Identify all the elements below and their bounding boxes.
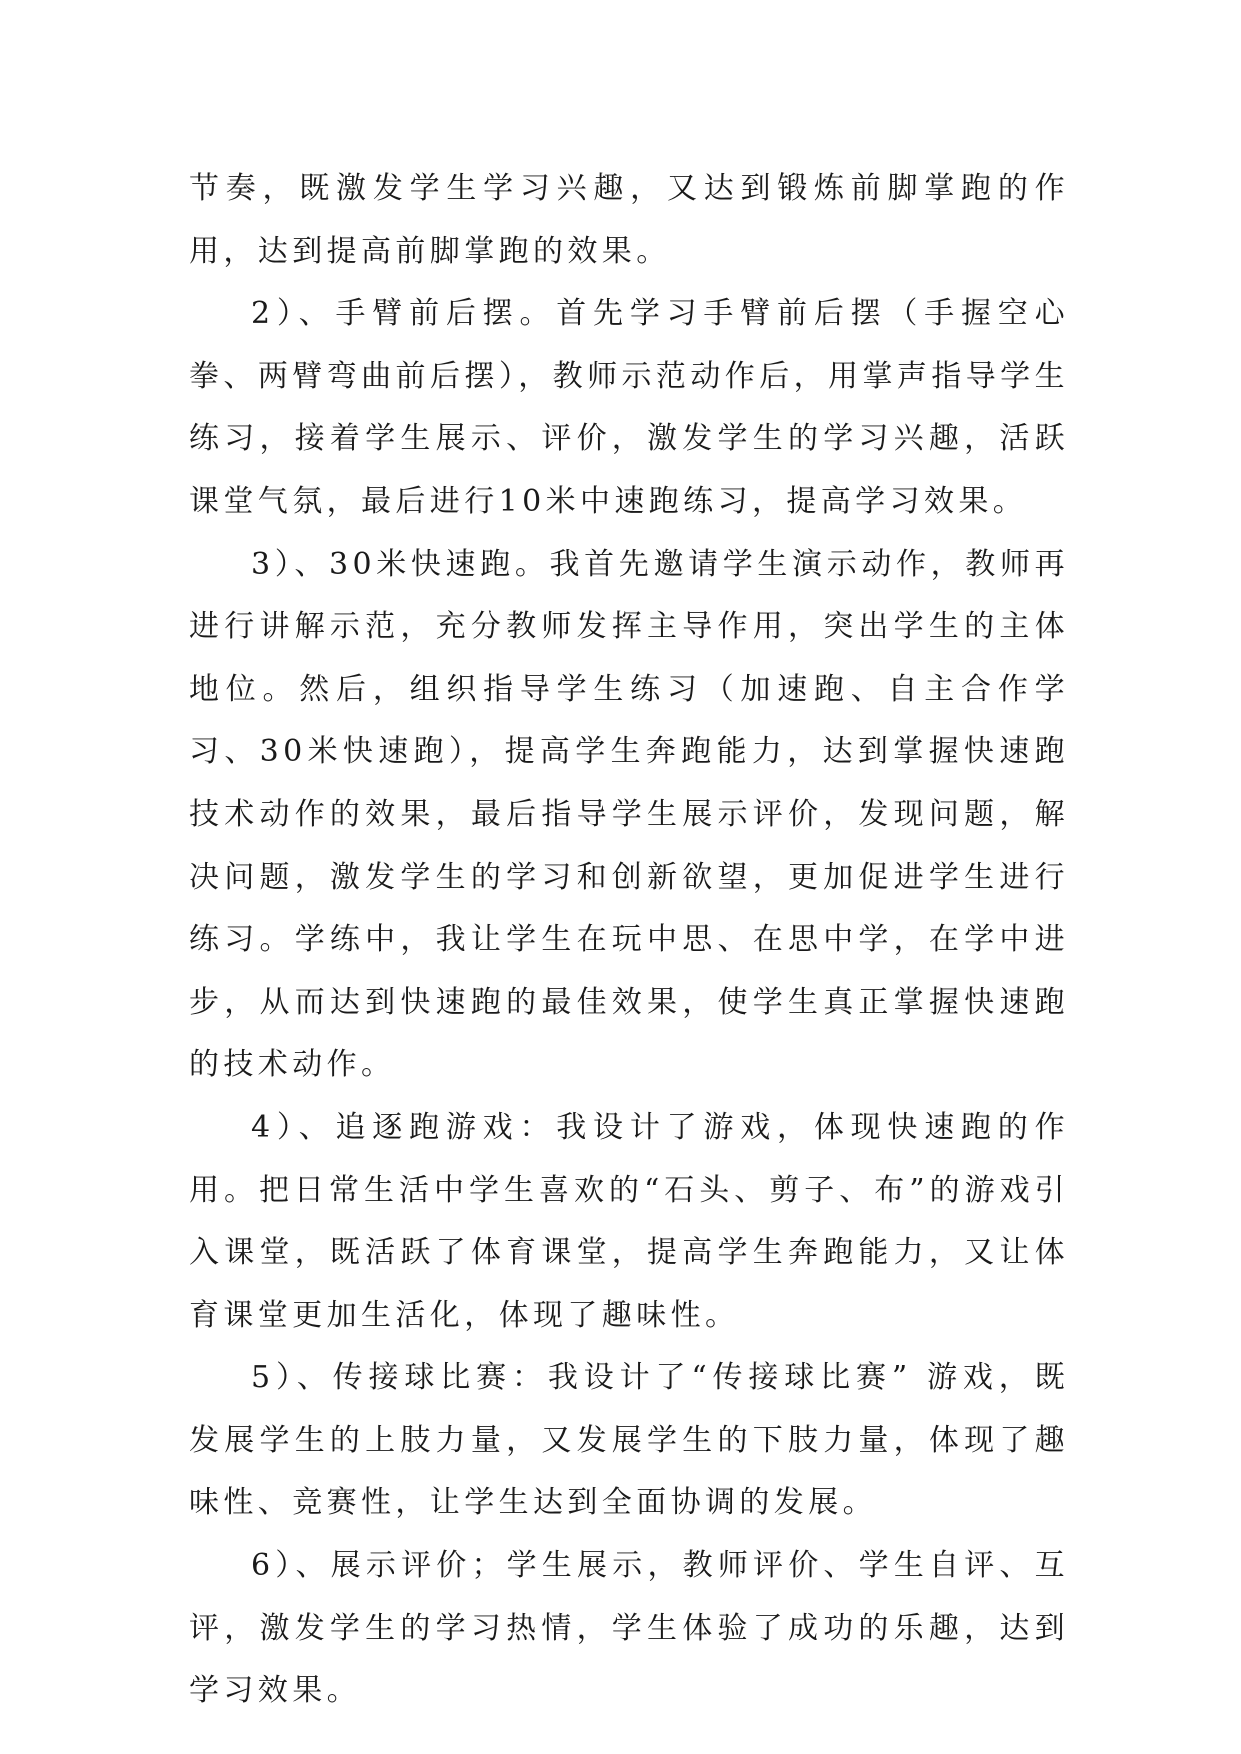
paragraph-arm-swing: 2）、手臂前后摆。首先学习手臂前后摆（手握空心拳、两臂弯曲前后摆），教师示范动作后，用掌声指导学生练习，接着学生展示、评价，激发学生的学习兴趣，活跃课堂气氛，最后进行10米中速跑练习，提高学习效果。: [189, 296, 1069, 519]
paragraph-ball-passing: 5）、传接球比赛：我设计了“传接球比赛” 游戏，既发展学生的上肢力量，又发展学生的下肢力量，体现了趣味性、竞赛性，让学生达到全面协调的发展。: [189, 1360, 1069, 1521]
body-text: [189, 158, 1069, 1723]
paragraph-continuation: 节奏，既激发学生学习兴趣，又达到锻炼前脚掌跑的作用，达到提高前脚掌跑的效果。: [189, 171, 1069, 269]
paragraph-30m-sprint: 3）、30米快速跑。我首先邀请学生演示动作，教师再进行讲解示范，充分教师发挥主导作用，突出学生的主体地位。然后，组织指导学生练习（加速跑、自主合作学习、30米快速跑），提高学生奔跑能力，达到掌握快速跑技术动作的效果，最后指导学生展示评价，发现问题，解决问题，激发学生的学习和创新欲望，更加促进学生进行练习。学练中，我让学生在玩中思、在思中学，在学中进步，从而达到快速跑的最佳效果，使学生真正掌握快速跑的技术动作。: [189, 546, 1069, 1083]
paragraph-evaluation: 6）、展示评价；学生展示，教师评价、学生自评、互评，激发学生的学习热情，学生体验了成功的乐趣，达到学习效果。: [189, 1548, 1069, 1709]
paragraph-chase-game: 4）、追逐跑游戏：我设计了游戏，体现快速跑的作用。把日常生活中学生喜欢的“石头、剪子、布”的游戏引入课堂，既活跃了体育课堂，提高学生奔跑能力，又让体育课堂更加生活化，体现了趣味性。: [189, 1109, 1069, 1333]
